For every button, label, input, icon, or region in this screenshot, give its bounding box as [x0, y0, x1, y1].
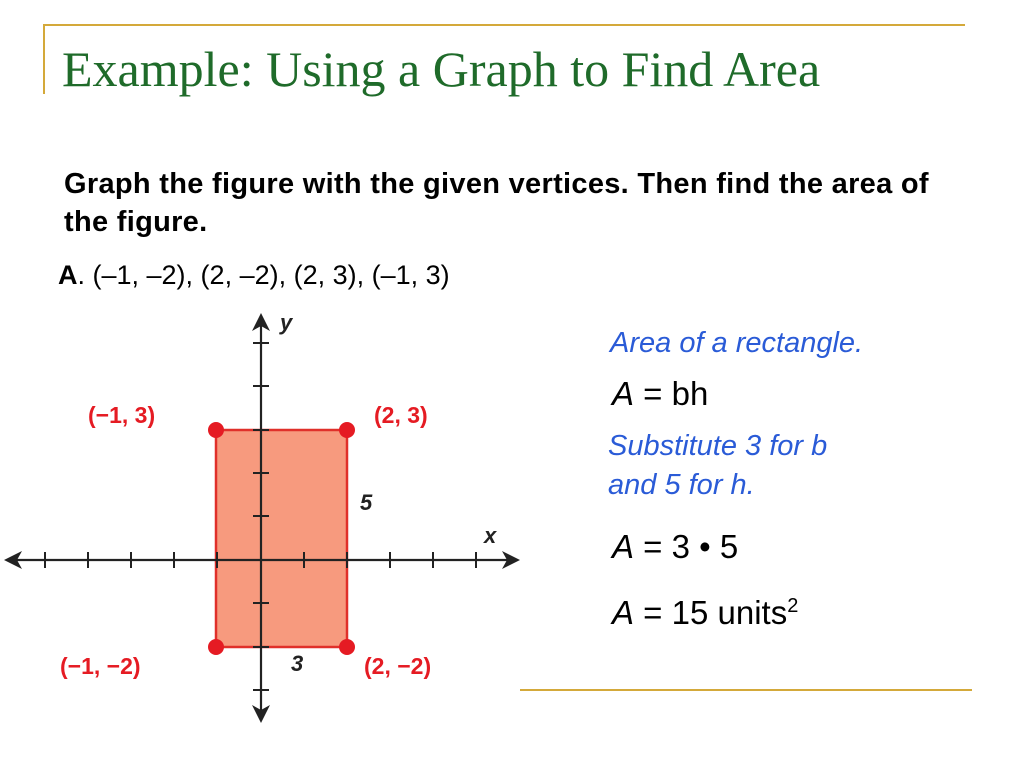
slide-title: Example: Using a Graph to Find Area [62, 41, 821, 97]
step1-rest: = 3 • 5 [634, 528, 739, 565]
problem-vertices: . (–1, –2), (2, –2), (2, 3), (–1, 3) [77, 260, 450, 290]
frame-left-line [43, 24, 45, 94]
y-axis-label: y [280, 310, 293, 335]
problem-label: A [58, 260, 78, 290]
note-area-of-rectangle: Area of a rectangle. [610, 327, 864, 359]
formula-variable: A [612, 375, 635, 412]
frame-bottom-line [520, 689, 972, 691]
step2-rest: = 15 units [634, 594, 788, 631]
note-substitute-line2: and 5 for h. [608, 469, 755, 502]
coordinate-graph [0, 305, 530, 725]
rectangle-figure [216, 430, 347, 647]
vertex-label-top-right: (2, 3) [374, 402, 428, 428]
vertex-point-bottom-right [339, 639, 355, 655]
vertex-label-top-left: (−1, 3) [88, 402, 156, 428]
note-substitute [608, 427, 827, 505]
formula-line [612, 375, 708, 413]
vertex-label-bottom-left: (−1, −2) [60, 653, 141, 679]
height-label: 5 [360, 490, 373, 515]
frame-top-line [43, 24, 965, 26]
note-substitute-line1: Substitute 3 for b [608, 430, 828, 462]
vertex-label-bottom-right: (2, −2) [364, 653, 432, 679]
step2-variable: A [612, 594, 635, 631]
step2-exponent: 2 [787, 595, 799, 617]
step1-variable: A [612, 528, 635, 565]
x-axis-label: x [484, 523, 497, 548]
step-substitution [612, 528, 738, 566]
step-result [612, 594, 798, 632]
vertex-point-top-right [339, 422, 355, 438]
instructions-text: Graph the figure with the given vertices. Then find the area of the figure. [64, 168, 929, 239]
base-label: 3 [291, 651, 304, 676]
vertex-point-bottom-left [208, 639, 224, 655]
vertex-point-top-left [208, 422, 224, 438]
formula-rest: = bh [634, 375, 709, 412]
problem-statement [58, 260, 450, 291]
